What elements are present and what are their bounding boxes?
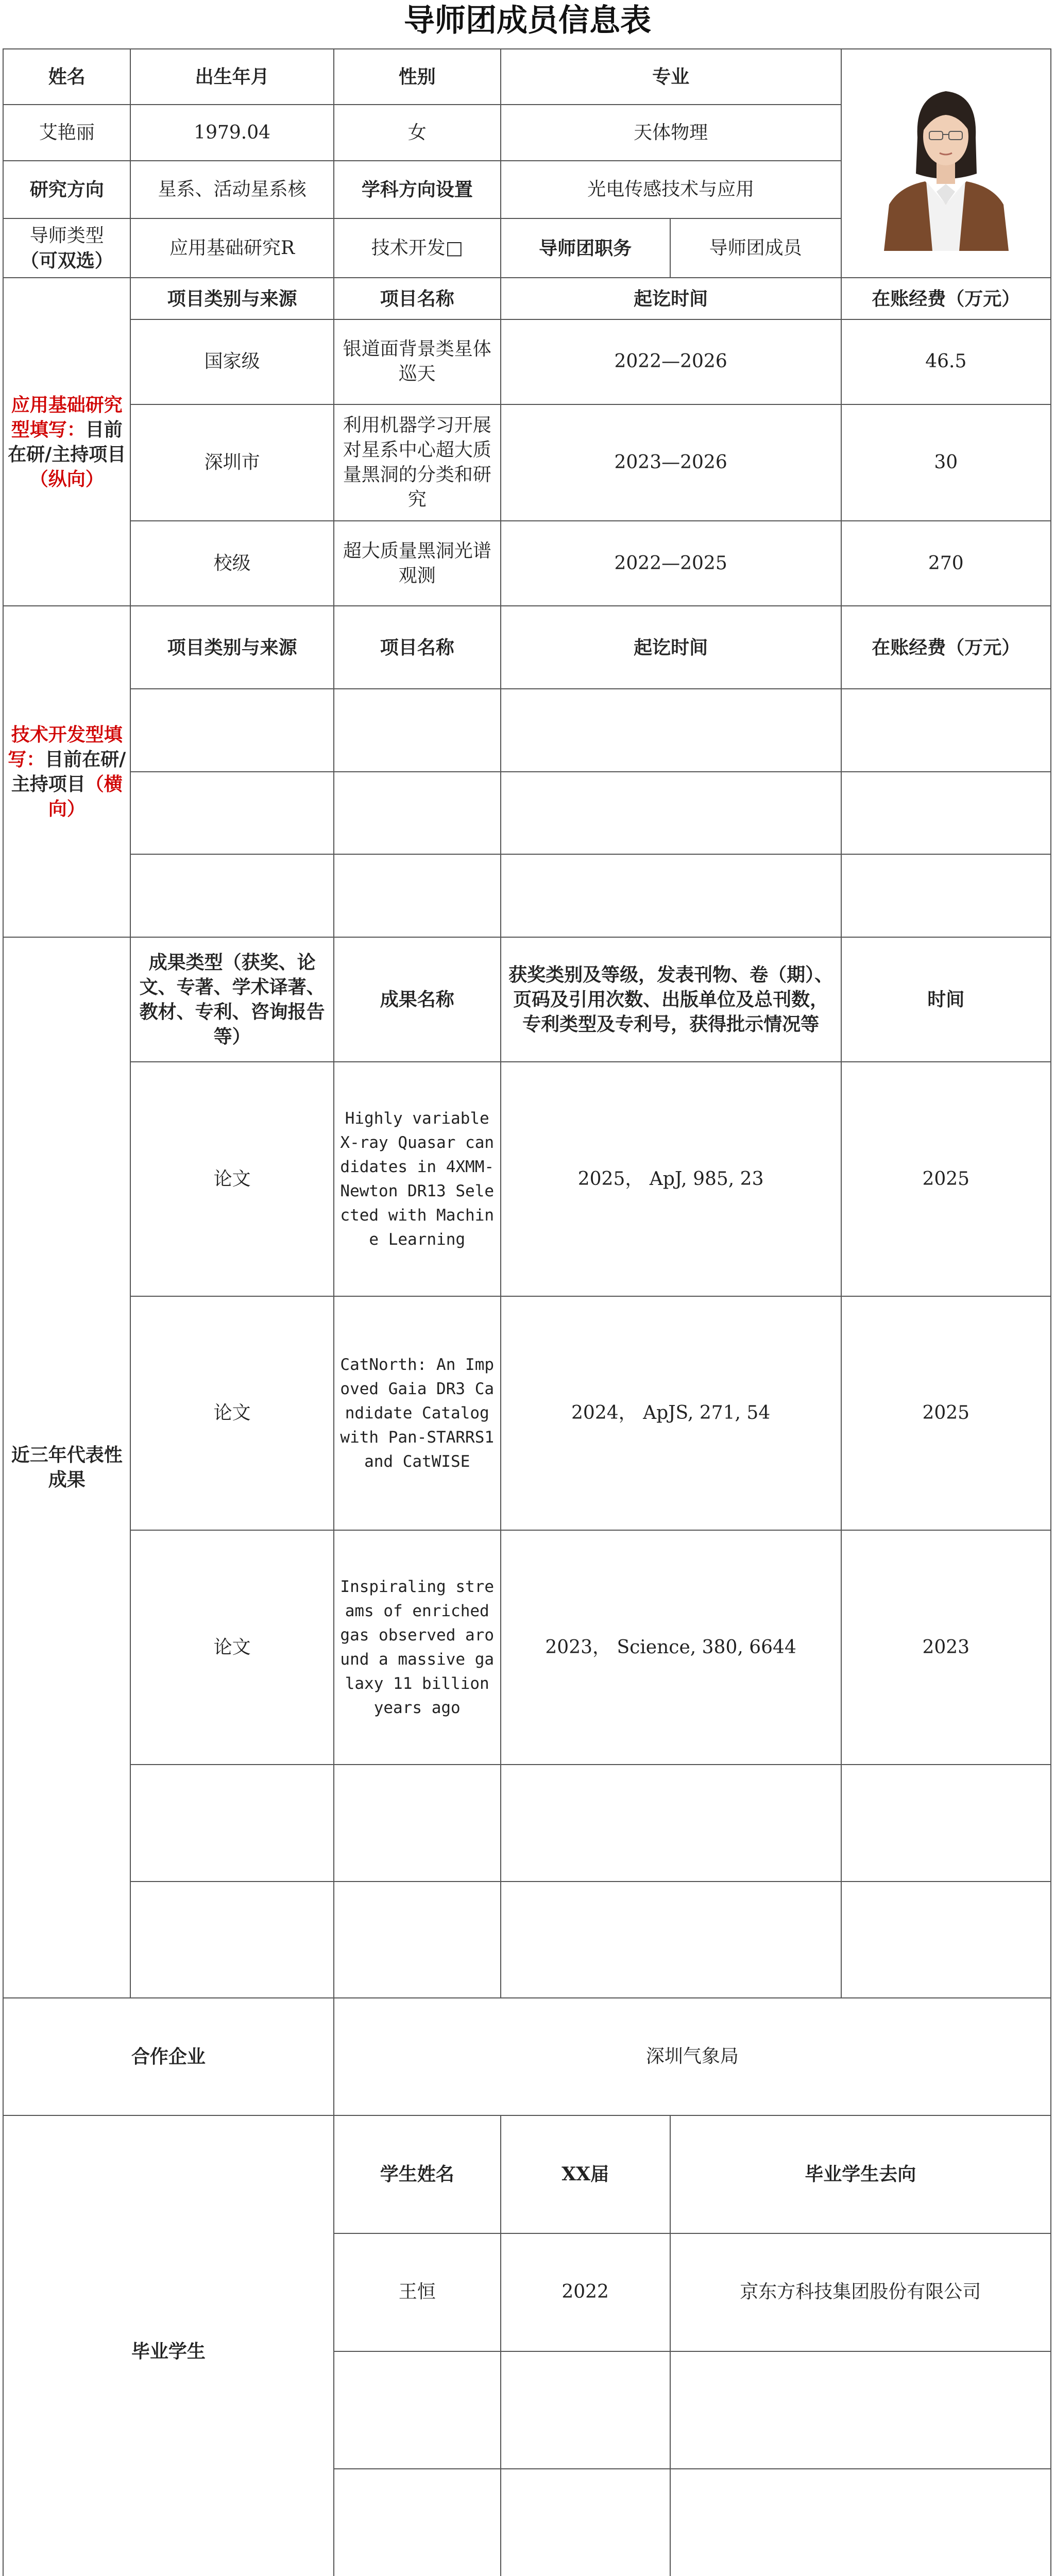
empty-cell bbox=[841, 1882, 1051, 1998]
tech-col-source: 项目类别与来源 bbox=[130, 606, 333, 689]
table-row bbox=[3, 1062, 1051, 1296]
ach-name: Highly variable X-ray Quasar candidates in 4XMM-Newton DR13 Selected with Machine Learning bbox=[334, 1062, 501, 1296]
graduates-header-row bbox=[3, 2115, 1051, 2233]
empty-cell bbox=[334, 772, 501, 855]
project-funds: 46.5 bbox=[841, 319, 1051, 405]
achievements-header-row bbox=[3, 937, 1051, 1062]
table-row bbox=[3, 1296, 1051, 1530]
tech-col-name: 项目名称 bbox=[334, 606, 501, 689]
empty-cell bbox=[334, 2469, 501, 2576]
basic-header-row bbox=[3, 49, 1051, 105]
empty-cell bbox=[334, 689, 501, 772]
empty-cell bbox=[841, 854, 1051, 937]
table-row bbox=[3, 319, 1051, 405]
grad-col-destination: 毕业学生去向 bbox=[670, 2115, 1051, 2233]
applied-col-source: 项目类别与来源 bbox=[130, 278, 333, 319]
gender-label: 性别 bbox=[334, 49, 501, 105]
ach-year: 2023 bbox=[841, 1530, 1051, 1764]
ach-year: 2025 bbox=[841, 1062, 1051, 1296]
photo-cell bbox=[841, 49, 1051, 278]
tech-label-red2: （横向） bbox=[48, 773, 123, 820]
table-row bbox=[3, 1882, 1051, 1998]
mentor-type-label-line2: （可双选） bbox=[20, 249, 113, 272]
tech-option: 技术开发□ bbox=[334, 218, 501, 278]
ach-type: 论文 bbox=[130, 1296, 333, 1530]
mentor-type-label bbox=[3, 218, 130, 278]
discipline-value: 光电传感技术与应用 bbox=[501, 161, 841, 218]
empty-cell bbox=[130, 1765, 333, 1882]
empty-cell bbox=[334, 2351, 501, 2469]
applied-option: 应用基础研究R bbox=[130, 218, 333, 278]
project-name: 利用机器学习开展对星系中心超大质量黑洞的分类和研究 bbox=[334, 404, 501, 521]
tech-label-red: 技术开发型填写： bbox=[8, 723, 123, 770]
empty-cell bbox=[501, 1765, 841, 1882]
ach-year: 2025 bbox=[841, 1296, 1051, 1530]
tech-col-period: 起讫时间 bbox=[501, 606, 841, 689]
name-label: 姓名 bbox=[3, 49, 130, 105]
empty-cell bbox=[334, 1882, 501, 1998]
grad-year: 2022 bbox=[501, 2233, 670, 2351]
project-name: 超大质量黑洞光谱观测 bbox=[334, 521, 501, 606]
ach-name: CatNorth: An Impoved Gaia DR3 Candidate Catalog with Pan-STARRS1 and CatWISE bbox=[334, 1296, 501, 1530]
info-table bbox=[3, 48, 1051, 2576]
ach-name: Inspiraling streams of enriched gas observed around a massive galaxy 11 billion years ago bbox=[334, 1530, 501, 1764]
birth-value: 1979.04 bbox=[130, 105, 333, 160]
project-name: 银道面背景类星体巡天 bbox=[334, 319, 501, 405]
ach-detail: 2025， ApJ, 985, 23 bbox=[501, 1062, 841, 1296]
ach-type: 论文 bbox=[130, 1530, 333, 1764]
applied-section-label bbox=[3, 278, 130, 606]
table-row bbox=[3, 521, 1051, 606]
achievements-label: 近三年代表性成果 bbox=[3, 937, 130, 1998]
empty-cell bbox=[501, 2469, 670, 2576]
graduates-label: 毕业学生 bbox=[3, 2115, 334, 2576]
major-value: 天体物理 bbox=[501, 105, 841, 160]
empty-cell bbox=[670, 2351, 1051, 2469]
page-title: 导师团成员信息表 bbox=[404, 3, 651, 39]
empty-cell bbox=[841, 689, 1051, 772]
partner-label: 合作企业 bbox=[3, 1998, 334, 2115]
table-row bbox=[3, 404, 1051, 521]
ach-col-type: 成果类型（获奖、论文、专著、学术译著、教材、专利、咨询报告等） bbox=[130, 937, 333, 1062]
table-row bbox=[3, 854, 1051, 937]
applied-label-black: 目前在研/主持项目 bbox=[8, 418, 126, 465]
empty-cell bbox=[501, 689, 841, 772]
gender-value: 女 bbox=[334, 105, 501, 160]
empty-cell bbox=[841, 772, 1051, 855]
major-label: 专业 bbox=[501, 49, 841, 105]
project-period: 2023—2026 bbox=[501, 404, 841, 521]
empty-cell bbox=[670, 2469, 1051, 2576]
grad-col-name: 学生姓名 bbox=[334, 2115, 501, 2233]
portrait-photo bbox=[869, 76, 1023, 251]
empty-cell bbox=[130, 854, 333, 937]
ach-detail: 2023， Science, 380, 6644 bbox=[501, 1530, 841, 1764]
ach-col-detail: 获奖类别及等级，发表刊物、卷（期）、页码及引用次数、出版单位及总刊数，专利类型及专利号，获得批示情况等 bbox=[501, 937, 841, 1062]
role-value: 导师团成员 bbox=[670, 218, 841, 278]
empty-cell bbox=[841, 1765, 1051, 1882]
tech-section-label bbox=[3, 606, 130, 937]
project-source: 深圳市 bbox=[130, 404, 333, 521]
empty-cell bbox=[334, 1765, 501, 1882]
ach-type: 论文 bbox=[130, 1062, 333, 1296]
ach-detail: 2024， ApJS, 271, 54 bbox=[501, 1296, 841, 1530]
tech-col-funds: 在账经费（万元） bbox=[841, 606, 1051, 689]
tech-header-row bbox=[3, 606, 1051, 689]
applied-col-funds: 在账经费（万元） bbox=[841, 278, 1051, 319]
empty-cell bbox=[501, 2351, 670, 2469]
applied-label-red2: （纵向） bbox=[29, 468, 104, 490]
table-row bbox=[3, 689, 1051, 772]
ach-col-year: 时间 bbox=[841, 937, 1051, 1062]
grad-name: 王恒 bbox=[334, 2233, 501, 2351]
project-source: 校级 bbox=[130, 521, 333, 606]
applied-header-row bbox=[3, 278, 1051, 319]
project-period: 2022—2025 bbox=[501, 521, 841, 606]
project-funds: 270 bbox=[841, 521, 1051, 606]
table-row bbox=[3, 1765, 1051, 1882]
empty-cell bbox=[130, 1882, 333, 1998]
role-label: 导师团职务 bbox=[501, 218, 670, 278]
mentor-type-label-line1: 导师类型 bbox=[29, 225, 104, 246]
applied-col-name: 项目名称 bbox=[334, 278, 501, 319]
empty-cell bbox=[501, 1882, 841, 1998]
empty-cell bbox=[130, 772, 333, 855]
grad-col-year: XX届 bbox=[501, 2115, 670, 2233]
project-funds: 30 bbox=[841, 404, 1051, 521]
table-row bbox=[3, 1530, 1051, 1764]
discipline-label: 学科方向设置 bbox=[334, 161, 501, 218]
empty-cell bbox=[130, 689, 333, 772]
partner-value: 深圳气象局 bbox=[334, 1998, 1051, 2115]
partner-row bbox=[3, 1998, 1051, 2115]
grad-destination: 京东方科技集团股份有限公司 bbox=[670, 2233, 1051, 2351]
applied-col-period: 起讫时间 bbox=[501, 278, 841, 319]
empty-cell bbox=[334, 854, 501, 937]
birth-label: 出生年月 bbox=[130, 49, 333, 105]
name-value: 艾艳丽 bbox=[3, 105, 130, 160]
project-source: 国家级 bbox=[130, 319, 333, 405]
empty-cell bbox=[501, 854, 841, 937]
direction-value: 星系、活动星系核 bbox=[130, 161, 333, 218]
ach-col-name: 成果名称 bbox=[334, 937, 501, 1062]
project-period: 2022—2026 bbox=[501, 319, 841, 405]
direction-label: 研究方向 bbox=[3, 161, 130, 218]
applied-label-red: 应用基础研究型填写： bbox=[11, 394, 123, 440]
empty-cell bbox=[501, 772, 841, 855]
tech-label-black: 目前在研/主持项目 bbox=[11, 748, 126, 795]
table-row bbox=[3, 772, 1051, 855]
